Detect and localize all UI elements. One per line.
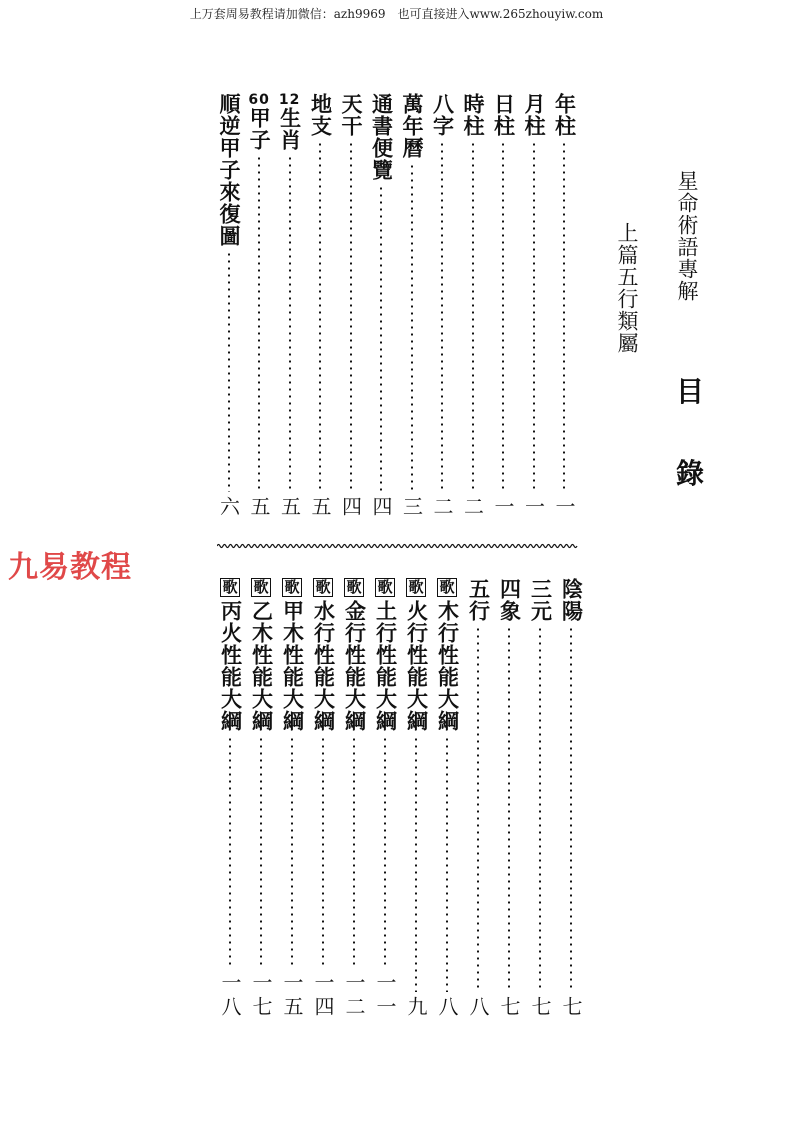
entry-label-text: 時柱	[461, 93, 485, 137]
entry-label	[344, 600, 365, 732]
dot-leader	[229, 736, 231, 968]
entry-label-text: 順逆甲子來復圖	[217, 93, 241, 247]
toc-top-entry[interactable]	[336, 93, 366, 520]
page-number: 八	[435, 996, 459, 1020]
toc-bottom-entry[interactable]	[432, 578, 462, 1020]
entry-label-text: 陰陽	[559, 578, 584, 622]
dot-leader	[319, 141, 321, 492]
entry-label-text: 天干	[339, 93, 363, 137]
entry-label-text: 萬年曆	[400, 93, 424, 159]
page-number: 一八	[218, 972, 242, 1020]
dot-leader	[353, 736, 355, 968]
page-number: 二	[460, 496, 485, 520]
entry-label-text: 火行性能大綱	[404, 600, 429, 732]
book-title: 星命術語專解	[675, 170, 699, 302]
entry-label-text: 年柱	[552, 93, 577, 137]
song-marker: 歌	[315, 578, 331, 596]
dot-leader	[384, 736, 386, 968]
song-marker: 歌	[253, 578, 269, 596]
entry-label-text: 乙木性能大綱	[249, 600, 274, 732]
toc-bottom-entry[interactable]	[463, 578, 493, 1020]
song-marker: 歌	[284, 578, 300, 596]
page-number: 一四	[311, 972, 335, 1020]
dot-leader	[563, 141, 565, 492]
song-marker: 歌	[222, 578, 238, 596]
watermark: 九易教程	[8, 550, 132, 585]
page-number: 七	[497, 996, 521, 1020]
entry-label-text: 月柱	[522, 93, 546, 137]
entry-label	[493, 93, 514, 137]
entry-label-text: 甲子	[247, 107, 272, 151]
entry-label	[371, 93, 392, 181]
toc-bottom-entry[interactable]	[339, 578, 369, 1020]
entry-label	[248, 93, 270, 151]
entry-label	[279, 93, 301, 151]
page-number: 一五	[280, 972, 304, 1020]
dot-leader	[291, 736, 293, 968]
entry-label	[340, 93, 361, 137]
entry-label-number: 12	[278, 92, 301, 108]
dot-leader	[441, 141, 443, 492]
entry-label	[530, 578, 551, 622]
toc-top-entry[interactable]	[549, 93, 579, 520]
page-number: 五	[277, 496, 302, 520]
entry-label-text: 日柱	[491, 93, 516, 137]
dot-leader	[322, 736, 324, 968]
entry-label	[432, 93, 453, 137]
dot-leader	[570, 626, 572, 992]
page-number: 四	[338, 496, 363, 520]
song-marker: 歌	[439, 578, 455, 596]
dot-leader	[508, 626, 510, 992]
dot-leader	[533, 141, 535, 492]
dot-leader	[260, 736, 262, 968]
entry-label	[561, 578, 582, 622]
entry-label-text: 地支	[308, 93, 333, 137]
entry-label	[375, 600, 396, 732]
toc-top-entry[interactable]	[305, 93, 335, 520]
toc-heading-char-2: 錄	[676, 457, 705, 490]
page-number: 一二	[342, 972, 366, 1020]
toc-bottom-entry[interactable]	[401, 578, 431, 1020]
dot-leader	[477, 626, 479, 992]
entry-label	[251, 600, 272, 732]
toc-bottom-entry[interactable]	[525, 578, 555, 1020]
toc-top-entry[interactable]	[397, 93, 427, 520]
page-number: 一	[552, 496, 576, 520]
wavy-separator	[217, 540, 579, 552]
page-number: 七	[559, 996, 583, 1020]
entry-label-text: 木行性能大綱	[435, 600, 460, 732]
entry-label-text: 三元	[528, 578, 553, 622]
dot-leader	[472, 141, 474, 492]
page-number: 九	[404, 996, 428, 1020]
dot-leader	[415, 736, 417, 992]
entry-label	[313, 600, 334, 732]
header-note: 上万套周易教程请加微信：azh9969 也可直接进入www.265zhouyiw.com	[189, 7, 604, 21]
dot-leader	[350, 141, 352, 492]
dot-leader	[539, 626, 541, 992]
dot-leader	[411, 163, 413, 492]
entry-label-number: 60	[248, 92, 270, 108]
dot-leader	[289, 155, 291, 492]
page-number: 五	[308, 496, 332, 520]
entry-label	[523, 93, 544, 137]
entry-label	[401, 93, 422, 159]
entry-label	[554, 93, 575, 137]
page-number: 一	[521, 496, 546, 520]
page-number: 八	[466, 996, 490, 1020]
entry-label-text: 生肖	[277, 107, 302, 151]
song-marker: 歌	[408, 578, 424, 596]
toc-bottom-entry[interactable]	[370, 578, 400, 1020]
dot-leader	[446, 736, 448, 992]
toc-top-entry[interactable]	[427, 93, 457, 520]
entry-label-text: 甲木性能大綱	[280, 600, 305, 732]
entry-label	[220, 600, 241, 732]
entry-label-text: 五行	[466, 578, 491, 622]
entry-label-text: 四象	[497, 578, 522, 622]
toc-top-entry[interactable]	[366, 93, 396, 520]
entry-label-text: 金行性能大綱	[342, 600, 367, 732]
part-title: 上篇五行類屬	[615, 222, 639, 354]
entry-label-text: 通書便覽	[369, 93, 394, 181]
toc-heading-char-1: 目	[676, 375, 705, 408]
dot-leader	[502, 141, 504, 492]
toc-top-entry[interactable]	[488, 93, 518, 520]
entry-label	[406, 600, 427, 732]
entry-label	[310, 93, 331, 137]
toc-top-entry[interactable]	[244, 93, 274, 520]
entry-label	[437, 600, 458, 732]
page-number: 四	[369, 496, 393, 520]
dot-leader	[380, 185, 382, 492]
page-number: 六	[216, 496, 241, 520]
toc-top-entry[interactable]	[458, 93, 488, 520]
dot-leader	[258, 155, 260, 492]
entry-label-text: 丙火性能大綱	[218, 600, 243, 732]
page-number: 二	[430, 496, 454, 520]
page-number: 一	[491, 496, 515, 520]
entry-label	[468, 578, 489, 622]
entry-label-text: 八字	[430, 93, 455, 137]
toc-bottom-entry[interactable]	[215, 578, 245, 1020]
entry-label-text: 水行性能大綱	[311, 600, 336, 732]
toc-top-entry[interactable]	[519, 93, 549, 520]
page-number: 七	[528, 996, 552, 1020]
entry-label	[462, 93, 483, 137]
page-number: 一七	[249, 972, 273, 1020]
song-marker: 歌	[346, 578, 362, 596]
entry-label-text: 土行性能大綱	[373, 600, 398, 732]
toc-top-entry[interactable]	[275, 93, 305, 520]
toc-bottom-entry[interactable]	[246, 578, 276, 1020]
toc-bottom-entry[interactable]	[277, 578, 307, 1020]
song-marker: 歌	[377, 578, 393, 596]
toc-bottom-entry[interactable]	[494, 578, 524, 1020]
toc-bottom-entry[interactable]	[308, 578, 338, 1020]
toc-top-entry[interactable]	[214, 93, 244, 520]
page-number: 三	[399, 496, 424, 520]
entry-label	[282, 600, 303, 732]
entry-label	[499, 578, 520, 622]
entry-label	[218, 93, 239, 247]
page-number: 五	[247, 496, 271, 520]
dot-leader	[228, 251, 230, 492]
toc-bottom-entry[interactable]	[556, 578, 586, 1020]
page-number: 一一	[373, 972, 397, 1020]
